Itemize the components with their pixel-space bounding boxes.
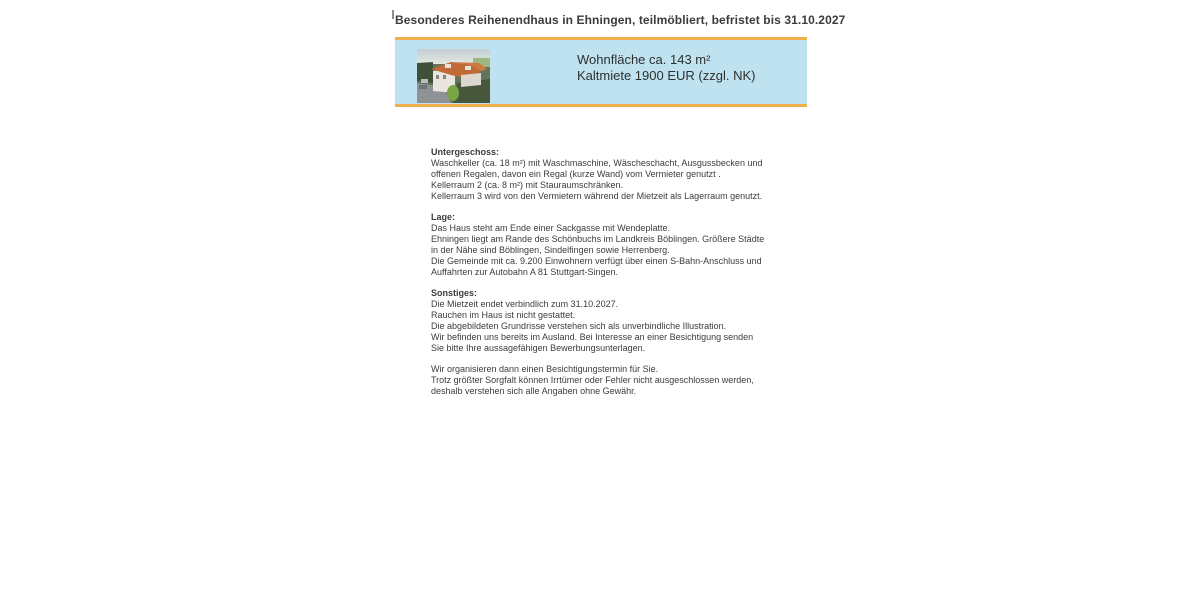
section-heading: Sonstiges:	[431, 288, 478, 298]
body-line: Das Haus steht am Ende einer Sackgasse mit Wendeplatte.	[431, 223, 670, 233]
body-line: Trotz größter Sorgfalt können Irrtümer oder Fehler nicht ausgeschlossen werden,	[431, 375, 754, 385]
body-line: Sie bitte Ihre aussagefähigen Bewerbungsunterlagen.	[431, 343, 646, 353]
description-text	[431, 147, 764, 397]
body-line: Die Gemeinde mit ca. 9.200 Einwohnern verfügt über einen S-Bahn-Anschluss und	[431, 256, 762, 266]
floor-area-line: Wohnfläche ca. 143 m²	[577, 52, 711, 67]
body-line: deshalb verstehen sich alle Angaben ohne Gewähr.	[431, 386, 637, 396]
body-line: offenen Regalen, davon ein Regal (kurze Wand) vom Vermieter genutzt .	[431, 169, 721, 179]
info-banner	[395, 37, 807, 107]
rent-line: Kaltmiete 1900 EUR (zzgl. NK)	[577, 68, 756, 83]
banner-text	[577, 52, 755, 84]
body-line: Rauchen im Haus ist nicht gestattet.	[431, 310, 576, 320]
section-untergeschoss	[431, 147, 764, 202]
body-line: Wir organisieren dann einen Besichtigungstermin für Sie.	[431, 364, 659, 374]
page-title: Besonderes Reihenendhaus in Ehningen, teilmöbliert, befristet bis 31.10.2027	[395, 13, 846, 27]
text-cursor	[392, 10, 394, 19]
body-line: Die Mietzeit endet verbindlich zum 31.10.2027.	[431, 299, 619, 309]
body-line: Wir befinden uns bereits im Ausland. Bei Interesse an einer Besichtigung senden	[431, 332, 754, 342]
body-line: Die abgebildeten Grundrisse verstehen sich als unverbindliche Illustration.	[431, 321, 727, 331]
body-line: in der Nähe sind Böblingen, Sindelfingen sowie Herrenberg.	[431, 245, 670, 255]
body-line: Kellerraum 2 (ca. 8 m²) mit Stauraumschränken.	[431, 180, 624, 190]
body-line: Waschkeller (ca. 18 m²) mit Waschmaschine, Wäscheschacht, Ausgussbecken und	[431, 158, 763, 168]
section-lage	[431, 212, 764, 278]
section-sonstiges	[431, 288, 764, 354]
body-line: Kellerraum 3 wird von den Vermietern während der Mietzeit als Lagerraum genutzt.	[431, 191, 763, 201]
body-line: Ehningen liegt am Rande des Schönbuchs im Landkreis Böblingen. Größere Städte	[431, 234, 765, 244]
listing-photo	[417, 49, 490, 103]
section-heading: Lage:	[431, 212, 456, 222]
body-line: Auffahrten zur Autobahn A 81 Stuttgart-Singen.	[431, 267, 618, 277]
section-heading: Untergeschoss:	[431, 147, 500, 157]
house-aerial-illustration	[417, 49, 490, 103]
section-closing	[431, 364, 764, 397]
